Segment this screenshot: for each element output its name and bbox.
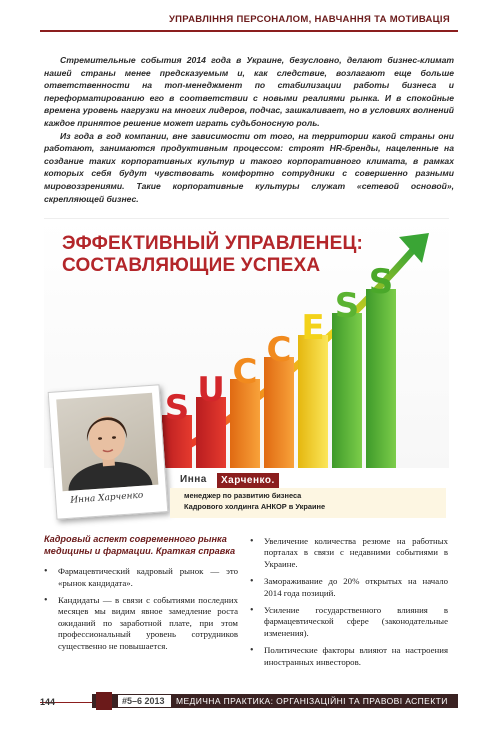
section-title: УПРАВЛІННЯ ПЕРСОНАЛОМ, НАВЧАННЯ ТА МОТИВАЦІЯ	[168, 14, 450, 25]
journal-title: МЕДИЧНА ПРАКТИКА: ОРГАНІЗАЦІЙНІ ТА ПРАВОВІ АСПЕКТИ	[176, 696, 448, 706]
issue-number: #5–6 2013	[118, 695, 171, 707]
bar-6	[332, 313, 362, 468]
right-bullet-list	[250, 536, 448, 668]
bar-5	[298, 335, 328, 468]
list-item: • Политические факторы влияют на настроения иностранных инвесторов.	[250, 645, 448, 667]
page-number: 144	[40, 697, 56, 707]
bullet-icon: •	[250, 536, 254, 547]
list-item: • Кандидаты — в связи с событиями последних месяцев мы видим явное замедление роста ожиданий по заработной плате, при этом профессиональный уровень сотрудников существенно не повышается.	[44, 595, 238, 651]
left-bullet-list	[44, 566, 238, 652]
author-signature: Инна Харченко	[69, 490, 144, 506]
author-photo	[56, 393, 158, 491]
success-letter-5: E	[301, 308, 325, 348]
article-title-line-2: СОСТАВЛЯЮЩИЕ УСПЕХА	[62, 255, 321, 276]
list-item: • Увеличение количества резюме на работных порталах в связи с недавними событиями в Украине.	[250, 536, 448, 569]
author-role-box	[170, 488, 446, 518]
success-letter-3: C	[232, 352, 258, 392]
intro-text	[44, 54, 454, 205]
intro-paragraph-1: Стремительные события 2014 года в Украине, безусловно, делают бизнес-климат нашей страны менее предсказуемым и, как следствие, возлагают еще больше ответственности на топ-менеджмент по стабилизации работы бизнеса и переформатированию его в соответствии с новыми реалиями рынка. И в спокойные времена уровень нагрузки на многих лидеров, подчас, зашкаливает, но в условиях волнений каждое принятое решение может играть судьбоносную роль.	[44, 55, 454, 128]
author-role-line-1: менеджер по развитию бизнеса	[184, 491, 302, 500]
author-first-name: Инна	[180, 474, 207, 485]
bullet-icon: •	[250, 605, 254, 617]
article-title-line-1: ЭФФЕКТИВНЫЙ УПРАВЛЕНЕЦ:	[62, 233, 364, 254]
success-letter-7: S	[368, 262, 394, 302]
sidebar-subtitle: Кадровый аспект современного рынка медицины и фармации. Краткая справка	[44, 534, 236, 556]
author-name	[170, 474, 446, 488]
bar-4	[264, 357, 294, 468]
portrait-illustration	[56, 393, 158, 491]
header-rule	[40, 30, 458, 32]
left-column	[44, 534, 238, 658]
bullet-icon: •	[44, 595, 48, 606]
author-photo-card	[48, 384, 169, 520]
success-letter-4: C	[266, 330, 292, 370]
bullet-icon: •	[44, 566, 48, 578]
bar-3	[230, 379, 260, 468]
intro-paragraph-2: Из года в год компании, вне зависимости от того, на территории какой страны они работают, занимаются продуктивным процессом: строят HR-бренды, нацеленные на создание таких корпоративных культур и такого корпоративного климата, в рамках которых себя будут чувствовать комфортно сотрудники с совершенно разными мировоззрениями. Такие корпоративные культуры служат «сетевой основой», скрепляющей бизнес.	[44, 130, 454, 204]
list-item: • Фармацевтический кадровый рынок — это «рынок кандидата».	[44, 566, 238, 588]
bullet-icon: •	[250, 645, 254, 657]
right-column	[250, 536, 448, 674]
bar-7	[366, 289, 396, 468]
list-item: • Усиление государственного влияния в фармацевтической сфере (законодательные изменения).	[250, 605, 448, 638]
list-item: • Замораживание до 20% открытых на начало 2014 года позиций.	[250, 576, 448, 598]
bullet-icon: •	[250, 576, 254, 588]
success-letter-2: U	[197, 370, 225, 410]
author-role-line-2: Кадрового холдинга АНКОР в Украине	[184, 502, 326, 511]
journal-logo-mark	[96, 692, 112, 710]
success-letter-1: S	[164, 388, 190, 428]
success-letter-6: S	[334, 286, 360, 326]
author-last-name: Харченко.	[217, 473, 279, 488]
